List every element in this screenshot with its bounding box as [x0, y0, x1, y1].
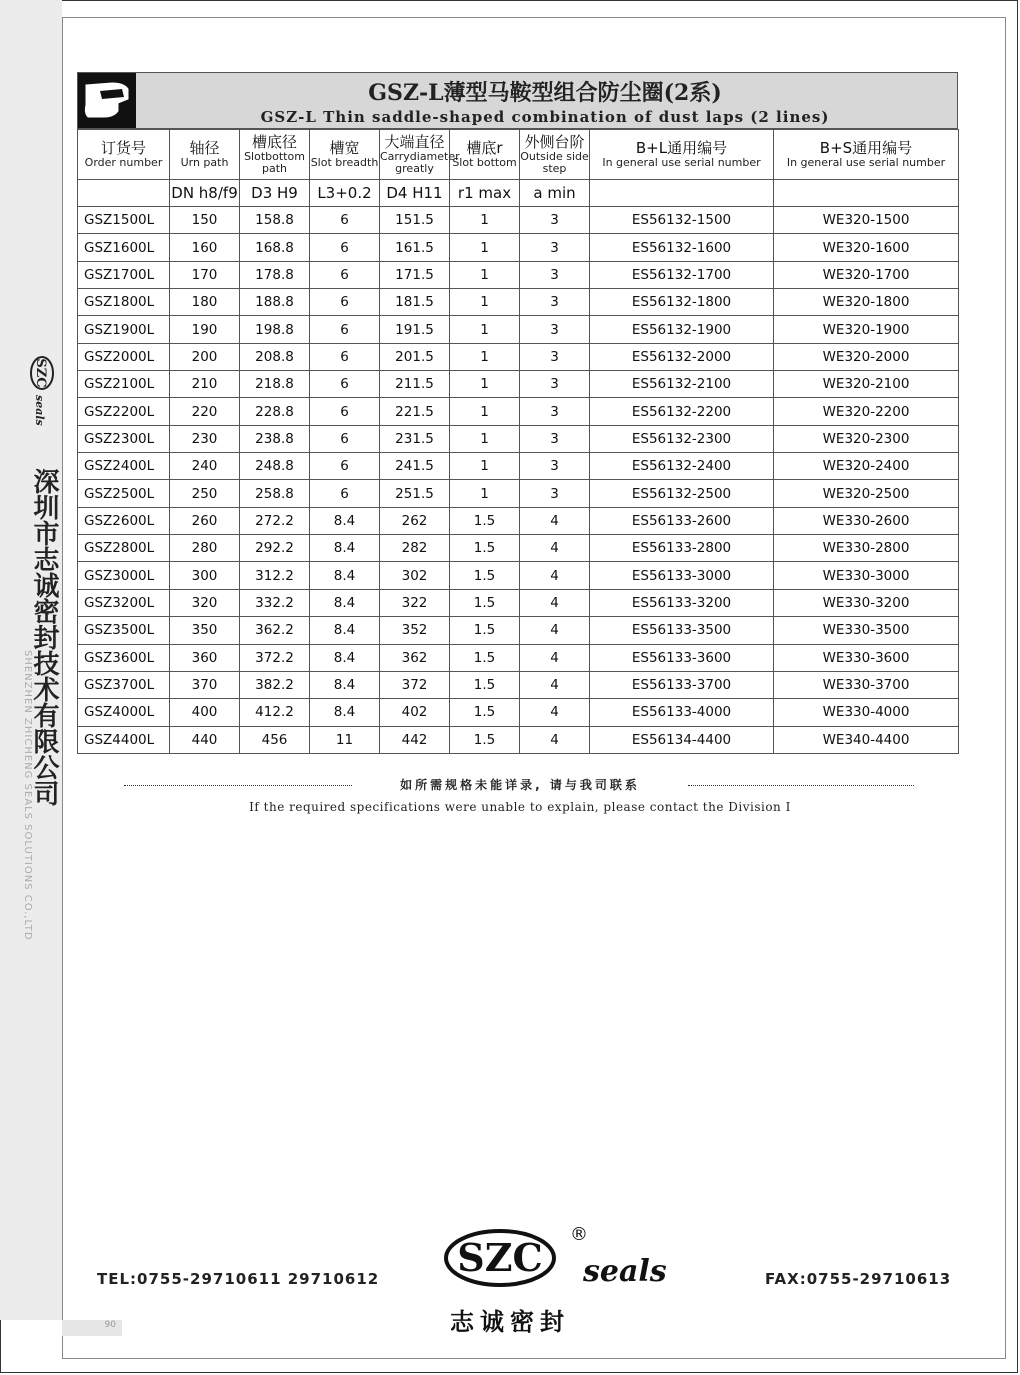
table-cell: 228.8 — [240, 398, 310, 425]
table-cell: 1 — [450, 316, 520, 343]
table-cell: 4 — [520, 644, 590, 671]
table-cell: 1.5 — [450, 644, 520, 671]
table-cell: ES56132-1900 — [590, 316, 774, 343]
table-cell: ES56133-3600 — [590, 644, 774, 671]
unit-cell: L3+0.2 — [310, 180, 380, 207]
table-cell: WE320-1900 — [774, 316, 959, 343]
table-cell: 6 — [310, 316, 380, 343]
table-cell: WE330-3000 — [774, 562, 959, 589]
table-cell: 1 — [450, 480, 520, 507]
table-cell: 1 — [450, 425, 520, 452]
table-cell: 1 — [450, 398, 520, 425]
table-cell: 6 — [310, 398, 380, 425]
table-cell: WE320-2300 — [774, 425, 959, 452]
table-cell: ES56133-3500 — [590, 617, 774, 644]
divider — [62, 18, 63, 1358]
svg-text:SZC: SZC — [457, 1235, 543, 1280]
table-cell: ES56132-2100 — [590, 371, 774, 398]
table-cell: 8.4 — [310, 589, 380, 616]
table-cell: GSZ4000L — [78, 699, 170, 726]
table-cell: 8.4 — [310, 644, 380, 671]
table-cell: GSZ1500L — [78, 207, 170, 234]
table-row — [78, 589, 959, 616]
unit-cell: D3 H9 — [240, 180, 310, 207]
table-cell: ES56133-2600 — [590, 507, 774, 534]
column-header-cn: 轴径 — [189, 139, 220, 157]
table-row — [78, 207, 959, 234]
table-cell: GSZ3500L — [78, 617, 170, 644]
table-cell: GSZ1700L — [78, 261, 170, 288]
table-cell: 3 — [520, 398, 590, 425]
table-cell: WE330-3200 — [774, 589, 959, 616]
table-cell: 1.5 — [450, 507, 520, 534]
table-cell: 258.8 — [240, 480, 310, 507]
table-cell: 221.5 — [380, 398, 450, 425]
table-cell: ES56132-2400 — [590, 453, 774, 480]
table-cell: 160 — [170, 234, 240, 261]
table-cell: 168.8 — [240, 234, 310, 261]
table-cell: ES56133-3700 — [590, 671, 774, 698]
table-cell: 6 — [310, 480, 380, 507]
table-cell: GSZ2500L — [78, 480, 170, 507]
table-cell: 3 — [520, 453, 590, 480]
column-header — [78, 130, 170, 180]
table-cell: 1.5 — [450, 562, 520, 589]
table-row — [78, 644, 959, 671]
table-cell: 312.2 — [240, 562, 310, 589]
table-cell: 6 — [310, 371, 380, 398]
table-cell: 372.2 — [240, 644, 310, 671]
table-cell: 1.5 — [450, 726, 520, 753]
table-cell: GSZ3700L — [78, 671, 170, 698]
table-cell: 332.2 — [240, 589, 310, 616]
table-cell: 440 — [170, 726, 240, 753]
svg-text:®: ® — [570, 1224, 588, 1245]
table-cell: WE340-4400 — [774, 726, 959, 753]
table-row — [78, 535, 959, 562]
table-row — [78, 671, 959, 698]
table-cell: 362 — [380, 644, 450, 671]
table-cell: 1.5 — [450, 671, 520, 698]
table-cell: WE330-3600 — [774, 644, 959, 671]
table-cell: 3 — [520, 371, 590, 398]
table-cell: 3 — [520, 207, 590, 234]
table-cell: 8.4 — [310, 699, 380, 726]
table-cell: 161.5 — [380, 234, 450, 261]
spec-table — [77, 129, 959, 754]
table-cell: 231.5 — [380, 425, 450, 452]
table-cell: ES56133-2800 — [590, 535, 774, 562]
column-header-cn: 槽底径 — [251, 133, 297, 151]
table-cell: 4 — [520, 562, 590, 589]
table-row — [78, 617, 959, 644]
side-company-cn: 深圳市志诚密封技术有限公司 — [29, 468, 59, 806]
column-header-cn: 大端直径 — [384, 133, 445, 151]
column-header-en: Urn path — [180, 156, 229, 169]
table-cell: 251.5 — [380, 480, 450, 507]
table-cell: 238.8 — [240, 425, 310, 452]
table-cell: 240 — [170, 453, 240, 480]
column-header — [380, 130, 460, 180]
table-cell: 178.8 — [240, 261, 310, 288]
table-cell: 8.4 — [310, 507, 380, 534]
table-cell: GSZ2800L — [78, 535, 170, 562]
table-cell: WE320-2400 — [774, 453, 959, 480]
table-cell: 300 — [170, 562, 240, 589]
table-cell: 3 — [520, 343, 590, 370]
table-cell: 218.8 — [240, 371, 310, 398]
table-cell: 220 — [170, 398, 240, 425]
svg-text:SZC: SZC — [33, 358, 48, 388]
table-cell: 208.8 — [240, 343, 310, 370]
table-cell: 370 — [170, 671, 240, 698]
table-cell: GSZ2100L — [78, 371, 170, 398]
table-cell: 4 — [520, 726, 590, 753]
table-cell: 3 — [520, 316, 590, 343]
column-header — [240, 130, 310, 180]
page-title: GSZ-L薄型马鞍型组合防尘圈(2系) — [368, 80, 722, 106]
table-cell: 322 — [380, 589, 450, 616]
table-cell: 372 — [380, 671, 450, 698]
table-cell: 1.5 — [450, 535, 520, 562]
table-cell: ES56132-1800 — [590, 289, 774, 316]
table-cell: GSZ2200L — [78, 398, 170, 425]
table-cell: 1 — [450, 261, 520, 288]
table-cell: 170 — [170, 261, 240, 288]
logo-seals-text: seals — [583, 1254, 667, 1289]
column-header-en: Slot breadth — [310, 156, 379, 169]
table-cell: 210 — [170, 371, 240, 398]
table-cell: 180 — [170, 289, 240, 316]
table-cell: 260 — [170, 507, 240, 534]
table-cell: WE320-2200 — [774, 398, 959, 425]
table-cell: GSZ4400L — [78, 726, 170, 753]
table-row — [78, 507, 959, 534]
table-cell: 1.5 — [450, 617, 520, 644]
page-subtitle: GSZ-L Thin saddle-shaped combination of dust laps (2 lines) — [260, 108, 830, 126]
table-cell: 4 — [520, 507, 590, 534]
column-header — [520, 130, 590, 180]
table-cell: GSZ2300L — [78, 425, 170, 452]
table-cell: WE330-4000 — [774, 699, 959, 726]
table-cell: 1 — [450, 234, 520, 261]
table-cell: 3 — [520, 480, 590, 507]
unit-cell: DN h8/f9 — [170, 180, 240, 207]
table-cell: 412.2 — [240, 699, 310, 726]
table-cell: 4 — [520, 589, 590, 616]
table-cell: ES56134-4400 — [590, 726, 774, 753]
table-row — [78, 699, 959, 726]
column-header-cn: 订货号 — [100, 139, 146, 157]
table-cell: ES56133-3200 — [590, 589, 774, 616]
table-cell: 198.8 — [240, 316, 310, 343]
table-cell: 3 — [520, 289, 590, 316]
table-cell: 11 — [310, 726, 380, 753]
table-cell: 292.2 — [240, 535, 310, 562]
table-cell: 6 — [310, 261, 380, 288]
table-cell: 3 — [520, 234, 590, 261]
table-cell: WE330-3700 — [774, 671, 959, 698]
table-cell: 1 — [450, 371, 520, 398]
table-cell: GSZ2400L — [78, 453, 170, 480]
table-row — [78, 425, 959, 452]
unit-cell: D4 H11 — [380, 180, 450, 207]
table-cell: WE320-1500 — [774, 207, 959, 234]
table-cell: 190 — [170, 316, 240, 343]
table-cell: 181.5 — [380, 289, 450, 316]
svg-text:seals: seals — [33, 395, 46, 426]
table-cell: ES56132-1500 — [590, 207, 774, 234]
table-cell: WE330-3500 — [774, 617, 959, 644]
column-header-en: Order number — [84, 156, 163, 169]
table-cell: WE330-2600 — [774, 507, 959, 534]
table-row — [78, 289, 959, 316]
divider — [62, 17, 1006, 18]
table-cell: ES56133-4000 — [590, 699, 774, 726]
column-header-en: Slotbottom path — [244, 150, 305, 175]
table-cell: 280 — [170, 535, 240, 562]
table-cell: 6 — [310, 289, 380, 316]
table-cell: 4 — [520, 535, 590, 562]
table-row — [78, 343, 959, 370]
table-cell: 158.8 — [240, 207, 310, 234]
table-row — [78, 453, 959, 480]
table-cell: 1 — [450, 343, 520, 370]
column-header-cn: B+S通用编号 — [819, 139, 913, 157]
table-cell: 320 — [170, 589, 240, 616]
szc-side-logo — [24, 355, 60, 435]
column-header — [590, 130, 774, 180]
table-cell: 262 — [380, 507, 450, 534]
column-header-en: Outside side step — [520, 150, 589, 175]
tel-text: TEL:0755-29710611 29710612 — [97, 1270, 380, 1288]
table-cell: 400 — [170, 699, 240, 726]
table-cell: 302 — [380, 562, 450, 589]
table-cell: WE320-1800 — [774, 289, 959, 316]
table-cell: ES56132-2300 — [590, 425, 774, 452]
table-cell: 8.4 — [310, 671, 380, 698]
table-row — [78, 234, 959, 261]
divider — [62, 1358, 1006, 1359]
table-cell: 272.2 — [240, 507, 310, 534]
table-cell: 456 — [240, 726, 310, 753]
table-cell: ES56132-2200 — [590, 398, 774, 425]
table-cell: 248.8 — [240, 453, 310, 480]
table-cell: 150 — [170, 207, 240, 234]
seal-profile-icon — [78, 73, 136, 128]
divider — [1005, 18, 1006, 1358]
column-header — [450, 130, 520, 180]
table-cell: GSZ1900L — [78, 316, 170, 343]
table-cell: WE320-1700 — [774, 261, 959, 288]
table-cell: GSZ1600L — [78, 234, 170, 261]
column-header-en: Slot bottom — [452, 156, 517, 169]
table-cell: WE320-2100 — [774, 371, 959, 398]
table-cell: 352 — [380, 617, 450, 644]
column-header-cn: 外侧台阶 — [524, 133, 585, 151]
table-cell: 1.5 — [450, 589, 520, 616]
table-cell: 8.4 — [310, 617, 380, 644]
table-row — [78, 316, 959, 343]
note-cn: 如所需规格未能详录, 请与我司联系 — [400, 778, 640, 792]
table-cell: 1 — [450, 453, 520, 480]
table-cell: WE320-1600 — [774, 234, 959, 261]
table-cell: 3 — [520, 425, 590, 452]
table-cell: ES56132-1600 — [590, 234, 774, 261]
table-cell: 282 — [380, 535, 450, 562]
table-cell: 1 — [450, 207, 520, 234]
unit-cell: r1 max — [450, 180, 520, 207]
table-cell: 6 — [310, 343, 380, 370]
column-header — [774, 130, 959, 180]
table-cell: GSZ3000L — [78, 562, 170, 589]
logo-cn: 志诚密封 — [450, 1307, 570, 1336]
table-cell: 191.5 — [380, 316, 450, 343]
column-header-cn: 槽宽 — [329, 139, 360, 157]
table-cell: ES56132-1700 — [590, 261, 774, 288]
table-cell: WE330-2800 — [774, 535, 959, 562]
note-en: If the required specifications were unable to explain, please contact the Division I — [249, 800, 791, 814]
column-header-en: Carrydiameter greatly — [380, 150, 460, 175]
page-number: 90 — [62, 1320, 122, 1336]
table-cell: 6 — [310, 234, 380, 261]
table-cell: 442 — [380, 726, 450, 753]
table-row — [78, 371, 959, 398]
table-cell: 1.5 — [450, 699, 520, 726]
table-cell: 8.4 — [310, 535, 380, 562]
column-header-en: In general use serial number — [786, 156, 946, 169]
table-cell: GSZ2600L — [78, 507, 170, 534]
table-cell: 4 — [520, 617, 590, 644]
table-cell: GSZ2000L — [78, 343, 170, 370]
table-row — [78, 726, 959, 753]
column-header — [310, 130, 380, 180]
table-cell: 350 — [170, 617, 240, 644]
table-cell: 200 — [170, 343, 240, 370]
fax-text: FAX:0755-29710613 — [765, 1270, 952, 1288]
table-cell: 241.5 — [380, 453, 450, 480]
table-cell: 201.5 — [380, 343, 450, 370]
table-cell: 211.5 — [380, 371, 450, 398]
table-cell: WE320-2500 — [774, 480, 959, 507]
column-header — [170, 130, 240, 180]
table-cell: GSZ1800L — [78, 289, 170, 316]
table-cell: GSZ3600L — [78, 644, 170, 671]
table-cell: 4 — [520, 671, 590, 698]
table-cell: ES56133-3000 — [590, 562, 774, 589]
table-cell: 6 — [310, 453, 380, 480]
column-header-cn: 槽底r — [466, 139, 503, 157]
table-row — [78, 398, 959, 425]
table-cell: 6 — [310, 207, 380, 234]
table-row — [78, 562, 959, 589]
table-cell: 6 — [310, 425, 380, 452]
table-row — [78, 480, 959, 507]
table-cell: 4 — [520, 699, 590, 726]
unit-cell — [774, 180, 959, 207]
table-cell: 171.5 — [380, 261, 450, 288]
table-cell: 1 — [450, 289, 520, 316]
table-cell: GSZ3200L — [78, 589, 170, 616]
table-row — [78, 261, 959, 288]
table-cell: 360 — [170, 644, 240, 671]
unit-cell — [78, 180, 170, 207]
table-cell: 8.4 — [310, 562, 380, 589]
table-cell: 250 — [170, 480, 240, 507]
table-cell: ES56132-2000 — [590, 343, 774, 370]
unit-cell — [590, 180, 774, 207]
table-cell: 382.2 — [240, 671, 310, 698]
table-cell: 151.5 — [380, 207, 450, 234]
table-cell: 402 — [380, 699, 450, 726]
table-cell: 362.2 — [240, 617, 310, 644]
table-cell: WE320-2000 — [774, 343, 959, 370]
side-company-en: SHENZHEN ZHICHENG SEALS SOLUTIONS CO.,LTD — [22, 650, 33, 941]
column-header-cn: B+L通用编号 — [635, 139, 728, 157]
table-cell: 3 — [520, 261, 590, 288]
table-cell: 188.8 — [240, 289, 310, 316]
unit-cell: a min — [520, 180, 590, 207]
table-cell: 230 — [170, 425, 240, 452]
table-cell: ES56132-2500 — [590, 480, 774, 507]
column-header-en: In general use serial number — [602, 156, 761, 169]
